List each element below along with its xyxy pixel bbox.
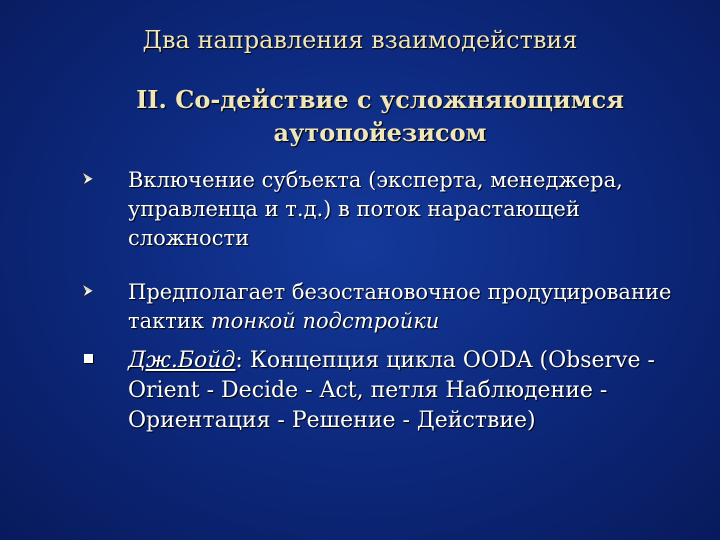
arrowhead-bullet-icon [82, 172, 94, 186]
bullet-text: Включение субъекта (эксперта, менеджера, управленца и т.д.) в поток нарастающей сложности [128, 168, 623, 250]
bullet-text-rest: : Концепция цикла OODA (Observe - Orient - Decide - Act, петля Наблюдение - Ориентация - Решение - Действие) [128, 348, 655, 433]
square-bullet-icon [84, 354, 93, 363]
bullet-text-plain: Предполагает безостановочное продуцирование тактик [128, 280, 672, 333]
slide-subtitle [20, 83, 720, 149]
bullet-text-italic: тонкой подстройки [210, 309, 440, 333]
bullet-text [128, 278, 688, 336]
subtitle-line-2: аутопойезисом [273, 118, 487, 147]
arrowhead-bullet-icon [82, 284, 94, 298]
subtitle-line-1: II. Со-действие с усложняющимся [136, 85, 624, 114]
slide-title: Два направления взаимодействия [142, 26, 578, 54]
author-link[interactable]: Дж.Бойд [128, 348, 236, 373]
bullet-text [128, 346, 688, 436]
